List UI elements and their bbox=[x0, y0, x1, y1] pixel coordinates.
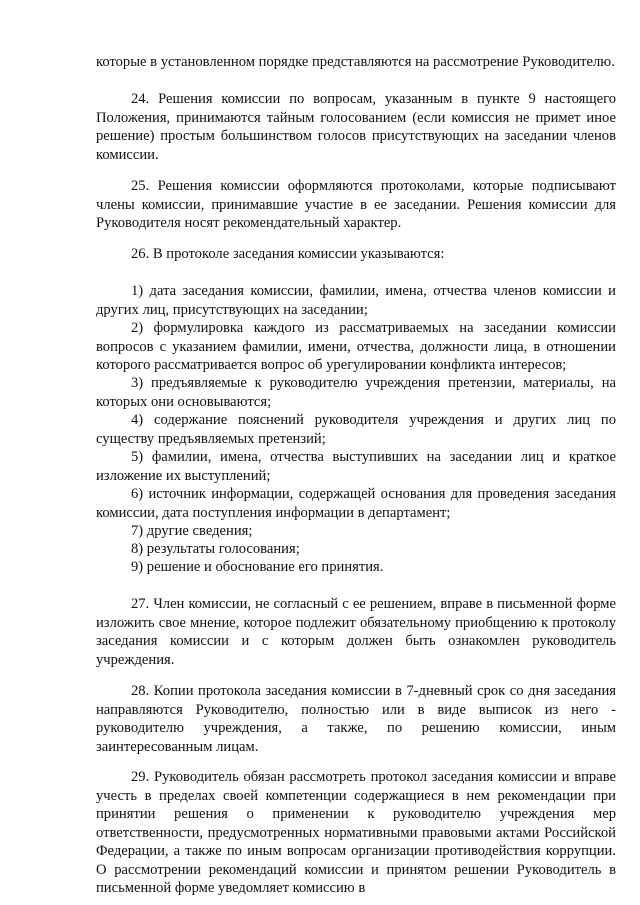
list-item-7: 7) другие сведения; bbox=[131, 523, 253, 539]
paragraph-continuation: которые в установленном порядке представляются на рассмотрение Руководителю. bbox=[96, 54, 615, 70]
list-item-8: 8) результаты голосования; bbox=[131, 541, 300, 557]
list-item-6: 6) источник информации, содержащей основания для проведения заседания комиссии, дата поступления информации в департамент; bbox=[96, 486, 616, 521]
paragraph-27: 27. Член комиссии, не согласный с ее решением, вправе в письменной форме изложить свое мнение, которое подлежит обязательному приобщению к протоколу заседания комиссии и с которым должен быть ознакомлен руководитель учреждения. bbox=[96, 596, 616, 668]
list-item-1: 1) дата заседания комиссии, фамилии, имена, отчества членов комиссии и других лиц, присутствующих на заседании; bbox=[96, 283, 616, 318]
paragraph-24: 24. Решения комиссии по вопросам, указанным в пункте 9 настоящего Положения, принимаются тайным голосованием (если комиссия не примет иное решение) простым большинством голосов присутствующих на заседании членов комиссии. bbox=[96, 91, 616, 163]
paragraph-26: 26. В протоколе заседания комиссии указываются: bbox=[131, 246, 445, 262]
list-item-3: 3) предъявляемые к руководителю учреждения претензии, материалы, на которых они основываются; bbox=[96, 375, 616, 410]
paragraph-29: 29. Руководитель обязан рассмотреть протокол заседания комиссии и вправе учесть в пределах своей компетенции содержащиеся в нем рекомендации при принятии решения о применении к руководителю учреждения мер ответственности, предусмотренных нормативными правовыми актами Российской Федерации, а также по иным вопросам организации противодействия коррупции. О рассмотрении рекомендаций комиссии и принятом решении Руководитель в письменной форме уведомляет комиссию в bbox=[96, 769, 616, 896]
paragraph-28: 28. Копии протокола заседания комиссии в 7-дневный срок со дня заседания направляются Руководителю, полностью или в виде выписок из него - руководителю учреждения, а также, по решению комиссии, иным заинтересованным лицам. bbox=[96, 683, 616, 755]
paragraph-25: 25. Решения комиссии оформляются протоколами, которые подписывают члены комиссии, принимавшие участие в ее заседании. Решения комиссии для Руководителя носят рекомендательный характер. bbox=[96, 178, 616, 231]
list-item-9: 9) решение и обоснование его принятия. bbox=[131, 559, 384, 575]
list-item-5: 5) фамилии, имена, отчества выступивших на заседании лиц и краткое изложение их выступлений; bbox=[96, 449, 616, 484]
list-item-4: 4) содержание пояснений руководителя учреждения и других лиц по существу предъявляемых претензий; bbox=[96, 412, 616, 447]
list-item-2: 2) формулировка каждого из рассматриваемых на заседании комиссии вопросов с указанием фамилии, имени, отчества, должности лица, в отношении которого рассматривается вопрос об урегулировании конфликта интересов; bbox=[96, 320, 616, 373]
